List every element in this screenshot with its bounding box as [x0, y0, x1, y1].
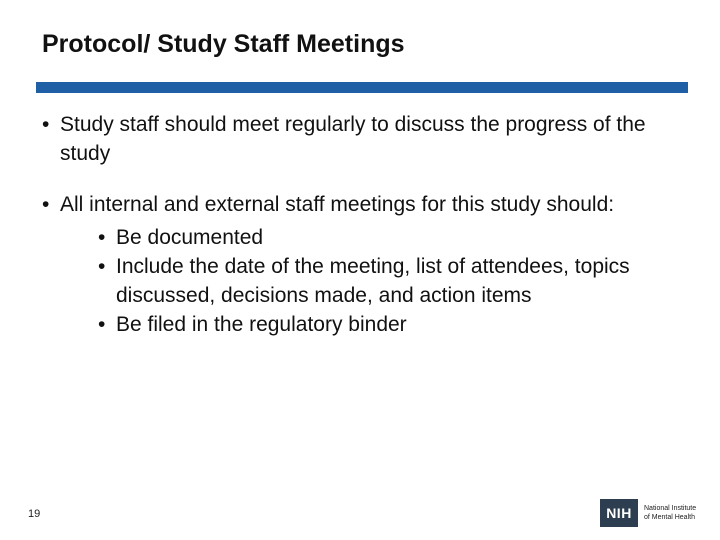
nih-logo-line2: of Mental Health: [644, 514, 695, 521]
nih-logo-mark: NIH: [600, 499, 638, 527]
bullet-text: Study staff should meet regularly to discuss the progress of the study: [60, 113, 646, 165]
sub-bullet-list: [98, 223, 682, 339]
sub-bullet-text: Include the date of the meeting, list of attendees, topics discussed, decisions made, and action items: [116, 255, 630, 307]
sub-bullet-text: Be filed in the regulatory binder: [116, 313, 407, 336]
page-number: 19: [28, 508, 41, 520]
bullet-dot: •: [98, 313, 106, 336]
bullet-text: All internal and external staff meetings for this study should:: [60, 193, 615, 216]
slide-title: Protocol/ Study Staff Meetings: [42, 30, 405, 58]
bullet-dot: •: [42, 193, 50, 216]
bullet-dot: •: [42, 113, 50, 136]
nih-logo-line1: National Institute: [644, 505, 697, 512]
nih-logo: [600, 499, 696, 527]
bullet-item: [42, 190, 682, 339]
bullet-list: [42, 110, 682, 339]
nih-logo-text: [644, 504, 696, 522]
bullet-dot: •: [98, 255, 106, 278]
sub-bullet-item: [98, 310, 682, 339]
bullet-item: [42, 110, 682, 168]
sub-bullet-item: [98, 223, 682, 252]
sub-bullet-text: Be documented: [116, 226, 264, 249]
sub-bullet-item: [98, 252, 682, 310]
title-divider-bar: [36, 82, 688, 93]
bullet-dot: •: [98, 226, 106, 249]
